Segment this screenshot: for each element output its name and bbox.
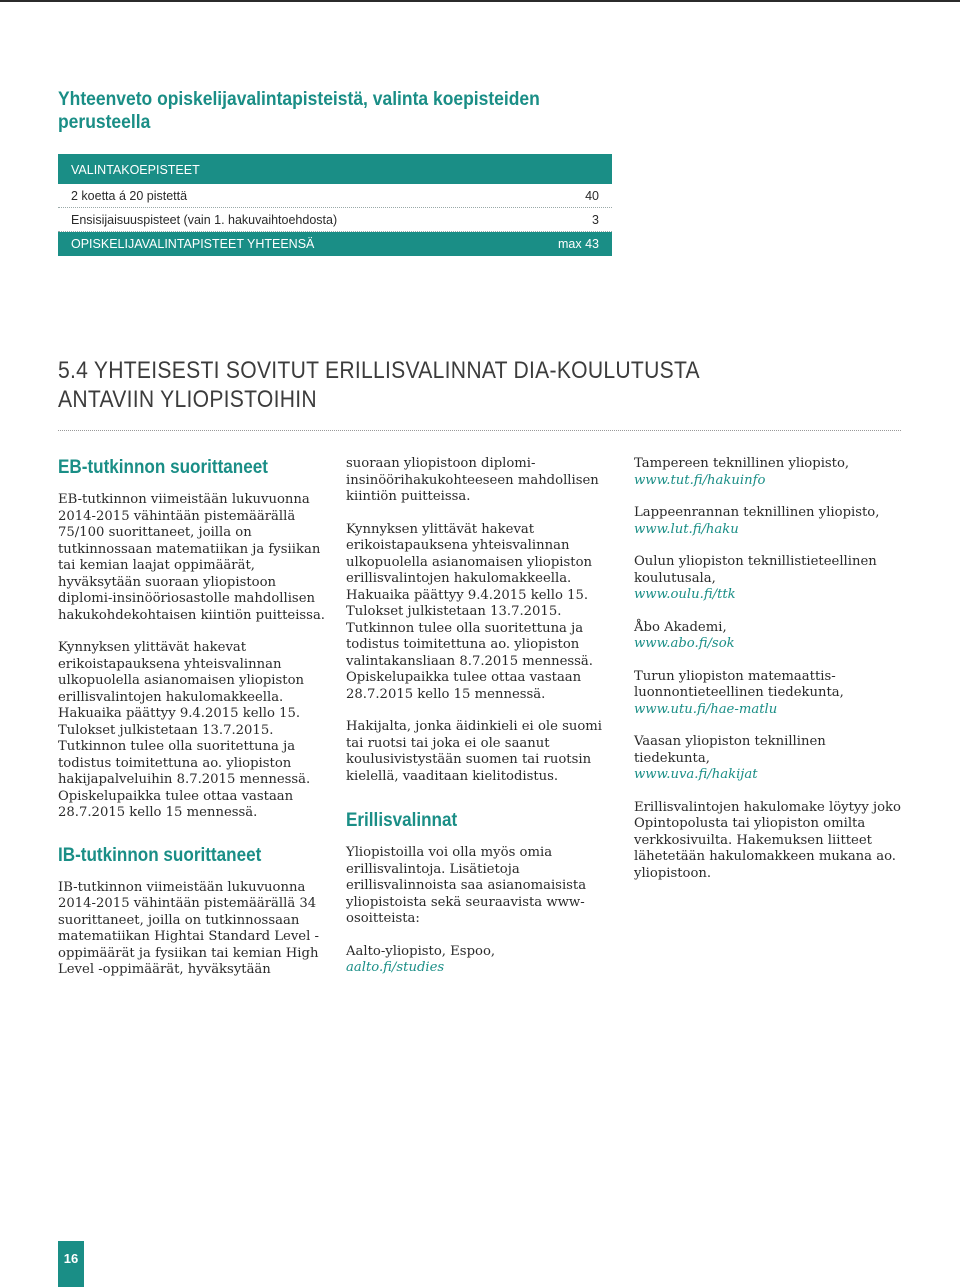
column-middle (346, 456, 616, 993)
university-link[interactable]: www.tut.fi/hakuinfo (634, 472, 766, 488)
university-name: Turun yliopiston matemaattis-luonnontieteellinen tiedekunta, (634, 668, 844, 700)
ib-continuation: suoraan yliopistoon diplomi-insinöörihakukohteeseen mahdollisen kiintiön puitteissa. (346, 456, 599, 504)
eb-paragraph-2: Kynnyksen ylittävät hakevat erikoistapauksena yhteisvalinnan ulkopuolella asianomaisen yliopiston erillisvalintojen hakulomakkeella. Hakuaika päättyy 9.4.2015 kello 15. Tulokset julkistetaan 13.7.2015. Tutkinnon tulee olla suoritettuna ja todistus toimitettuna ao. yliopiston hakijapalveluihin 8.7.2015 mennessä. Opiskelupaikka tulee ottaa vastaan 28.7.2015 kello 15 mennessä. (58, 640, 311, 820)
points-table-total (58, 232, 612, 256)
university-entry (634, 505, 904, 538)
university-link[interactable]: www.utu.fi/hae-matlu (634, 701, 778, 717)
university-entry (634, 734, 904, 784)
row-label: Ensisijaisuuspisteet (vain 1. hakuvaihtoehdosta) (71, 213, 338, 227)
section-divider (58, 430, 901, 431)
column-right (634, 456, 904, 898)
aalto-entry (346, 944, 616, 977)
university-name: Lappeenrannan teknillinen yliopisto, (634, 505, 880, 520)
ib-heading: IB-tutkinnon suorittaneet (58, 844, 262, 866)
row-value: 3 (592, 213, 599, 227)
aalto-name: Aalto-yliopisto, Espoo, (346, 943, 496, 959)
university-entry (634, 669, 904, 719)
ib-paragraph-1: IB-tutkinnon viimeistään lukuvuonna 2014-2015 vähintään pistemäärällä 34 suorittaneet, joilla on tutkinnossaan matematiikan Hightai Standard Level -oppimäärät ja fysiikan tai kemian High Level -oppimäärät, hyväksytään (58, 879, 319, 977)
university-link[interactable]: www.lut.fi/haku (634, 521, 739, 537)
university-name: Tampereen teknillinen yliopisto, (634, 456, 850, 471)
erillisvalinnat-paragraph: Yliopistoilla voi olla myös omia erillisvalintoja. Lisätietoja erillisvalinnoista saa asianomaisista yliopistoista sekä seuraavista www-osoitteista: (346, 845, 587, 926)
eb-paragraph-1: EB-tutkinnon viimeistään lukuvuonna 2014-2015 vähintään pistemäärällä 75/100 suorittaneet, joilla on tutkinnossaan matematiikan ja fysiikan tai kemian laajat oppimäärät, hyväksytään suoraan yliopistoon diplomi-insinööriosastolle mahdollisen hakukohdekohtaisen kiintiön puitteissa. (58, 492, 325, 623)
total-value: max 43 (558, 237, 599, 251)
closing-paragraph: Erillisvalintojen hakulomake löytyy joko Opintopolusta tai yliopiston omilta verkkosivuilta. Hakemuksen liitteet lähetetään hakulomakkeen mukana ao. yliopistoon. (634, 799, 901, 881)
row-value: 40 (585, 189, 599, 203)
section-heading: 5.4 YHTEISESTI SOVITUT ERILLISVALINNAT DIA-KOULUTUSTA ANTAVIIN YLIOPISTOIHIN (58, 357, 699, 413)
eb-heading: EB-tutkinnon suorittaneet (58, 457, 268, 478)
university-entry (634, 456, 904, 489)
table-row (58, 208, 612, 232)
university-link[interactable]: www.oulu.fi/ttk (634, 587, 736, 602)
row-label: 2 koetta á 20 pistettä (71, 189, 188, 203)
university-entry (634, 620, 904, 653)
language-paragraph: Hakijalta, jonka äidinkieli ei ole suomi tai ruotsi tai joka ei ole saanut koulusivistystään suomen tai ruotsin kielellä, vaaditaan kielitodistus. (346, 719, 603, 784)
table-row (58, 184, 612, 208)
total-label: OPISKELIJAVALINTAPISTEET YHTEENSÄ (71, 237, 315, 251)
university-name: Vaasan yliopiston teknillinen tiedekunta, (634, 734, 826, 766)
page-number: 16 (58, 1241, 84, 1287)
points-table-header: VALINTAKOEPISTEET (58, 154, 612, 184)
university-link[interactable]: www.abo.fi/sok (634, 636, 735, 651)
column-left (58, 456, 328, 995)
university-name: Oulun yliopiston teknillistieteellinen koulutusala, (634, 554, 877, 586)
summary-title: Yhteenveto opiskelijavalintapisteistä, valinta koepisteiden perusteella (58, 89, 540, 133)
university-link[interactable]: www.uva.fi/hakijat (634, 767, 758, 782)
university-entry (634, 554, 904, 604)
points-table (58, 154, 612, 256)
aalto-link[interactable]: aalto.fi/studies (346, 960, 445, 975)
university-name: Åbo Akademi, (634, 619, 727, 635)
ib-paragraph-2: Kynnyksen ylittävät hakevat erikoistapauksena yhteisvalinnan ulkopuolella asianomaisen yliopiston erillisvalintojen hakulomakkeella. Hakuaika päättyy 9.4.2015 kello 15. Tulokset julkistetaan 13.7.2015. Tutkinnon tulee olla suoritettuna ja todistus toimitettuna ao. yliopiston valintakansliaan 8.7.2015 mennessä. Opiskelupaikka tulee ottaa vastaan 28.7.2015 kello 15 mennessä. (346, 521, 593, 702)
top-rule (0, 0, 960, 2)
erillisvalinnat-heading: Erillisvalinnat (346, 810, 458, 831)
